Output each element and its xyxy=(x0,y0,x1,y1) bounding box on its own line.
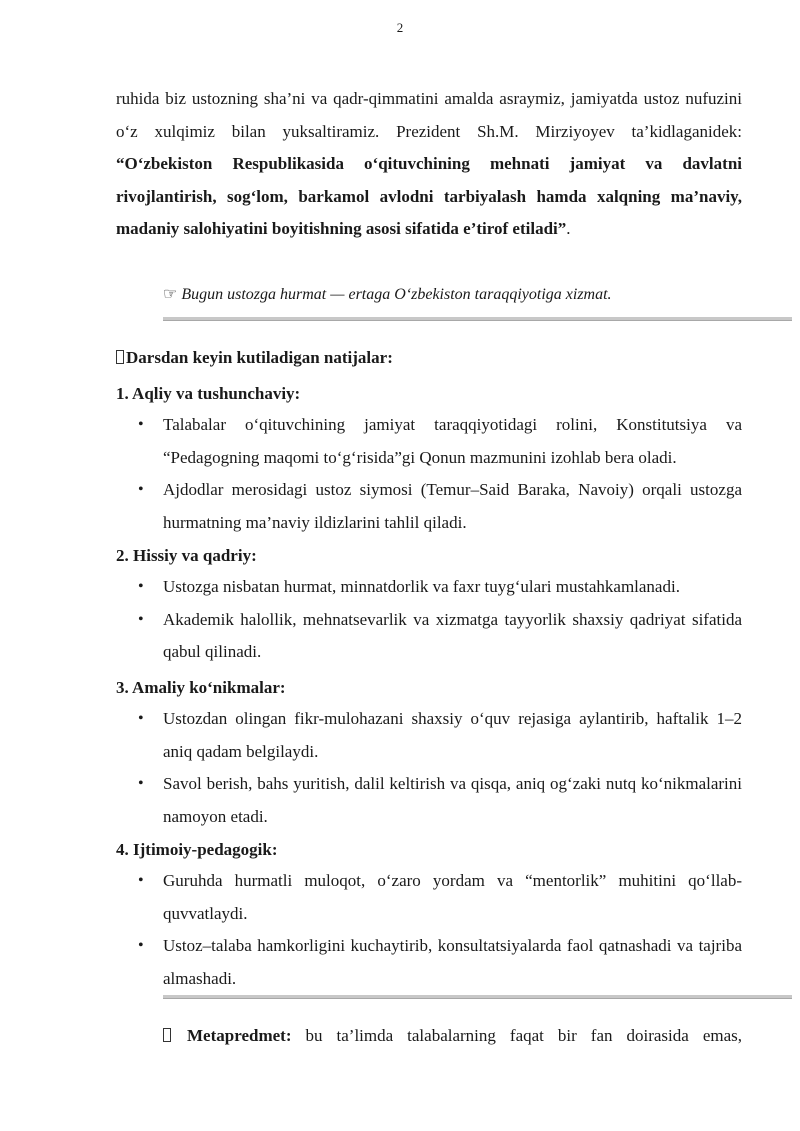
page-number: 2 xyxy=(396,20,404,35)
intro-paragraph xyxy=(116,83,742,246)
bullet-icon: • xyxy=(138,610,144,628)
metapredmet-paragraph xyxy=(163,1020,742,1052)
bullet-icon: • xyxy=(138,481,144,498)
list-item: • Talabalar o‘qituvchining jamiyat taraqqiyotidagi rolini, Konstitutsiya va “Pedagogning maqomi to‘g‘risida”gi Qonun mazmunini izohlab bera oladi. xyxy=(116,409,742,474)
bullet-icon: • xyxy=(138,937,144,954)
list-item: • Ustoz–talaba hamkorligini kuchaytirib, konsultatsiyalarda faol qatnashadi va tajriba almashadi. xyxy=(116,930,742,995)
list-item: • Ajdodlar merosidagi ustoz siymosi (Temur–Said Baraka, Navoiy) orqali ustozga hurmatning ma’naviy ildizlarini tahlil qiladi. xyxy=(116,474,742,539)
list-item: • Guruhda hurmatli muloqot, o‘zaro yordam va “mentorlik” muhitini qo‘llab-quvvatlaydi. xyxy=(116,865,742,930)
bullet-icon: • xyxy=(138,416,144,433)
outcome-group-cognitive xyxy=(116,379,742,539)
outcome-group-title: 2. Hissiy va qadriy: xyxy=(116,546,257,565)
outcomes-heading-text: Darsdan keyin kutiladigan natijalar: xyxy=(126,348,393,367)
list-item: • Savol berish, bahs yuritish, dalil keltirish va qisqa, aniq og‘zaki nutq ko‘nikmalarini namoyon etadi. xyxy=(116,768,742,833)
list-item: • Ustozdan olingan fikr-mulohazani shaxsiy o‘quv rejasiga aylantirib, haftalik 1–2 aniq qadam belgilaydi. xyxy=(116,703,742,768)
outcome-group-title: 3. Amaliy ko‘nikmalar: xyxy=(116,678,286,697)
intro-text: ruhida biz ustozning sha’ni va qadr-qimmatini amalda asraymiz, jamiyatda ustoz nufuzini o‘z xulqimiz bilan yuksaltiramiz. Prezident Sh.M. Mirziyoyev ta’kidlaganidek: xyxy=(116,89,742,141)
list-item: • Akademik halollik, mehnatsevarlik va xizmatga tayyorlik shaxsiy qadriyat sifatida qabul qilinadi. xyxy=(116,604,742,669)
bullet-icon: • xyxy=(138,578,144,595)
divider xyxy=(163,317,792,321)
divider xyxy=(163,995,792,999)
missing-glyph-icon xyxy=(116,350,124,364)
intro-end: . xyxy=(566,219,571,238)
president-quote: “O‘zbekiston Respublikasida o‘qituvchining mehnati jamiyat va davlatni rivojlantirish, sog‘lom, barkamol avlodni tarbiyalash hamda xalqning ma’naviy, madaniy salohiyatini boyitishning asosi sifatida e’tirof etiladi” xyxy=(116,154,742,238)
metapredmet-text: bu ta’limda talabalarning faqat bir fan doirasida emas, xyxy=(291,1026,742,1045)
bullet-icon: • xyxy=(138,775,144,792)
outcome-group-title: 4. Ijtimoiy-pedagogik: xyxy=(116,840,278,859)
bullet-icon: • xyxy=(138,872,144,889)
outcomes-heading xyxy=(116,345,393,371)
motto-text: Bugun ustozga hurmat — ertaga O‘zbekiston taraqqiyotiga xizmat. xyxy=(181,286,612,303)
motto-line xyxy=(163,283,763,307)
metapredmet-label: Metapredmet: xyxy=(187,1026,292,1045)
pointing-hand-icon: ☞ xyxy=(163,286,178,303)
outcome-group-practical xyxy=(116,673,742,833)
outcome-group-title: 1. Aqliy va tushunchaviy: xyxy=(116,384,301,403)
outcome-group-social xyxy=(116,835,742,995)
missing-glyph-icon xyxy=(163,1028,171,1042)
outcome-group-emotional xyxy=(116,541,742,669)
list-item: • Ustozga nisbatan hurmat, minnatdorlik va faxr tuyg‘ulari mustahkamlanadi. xyxy=(116,571,742,604)
bullet-icon: • xyxy=(138,710,144,727)
